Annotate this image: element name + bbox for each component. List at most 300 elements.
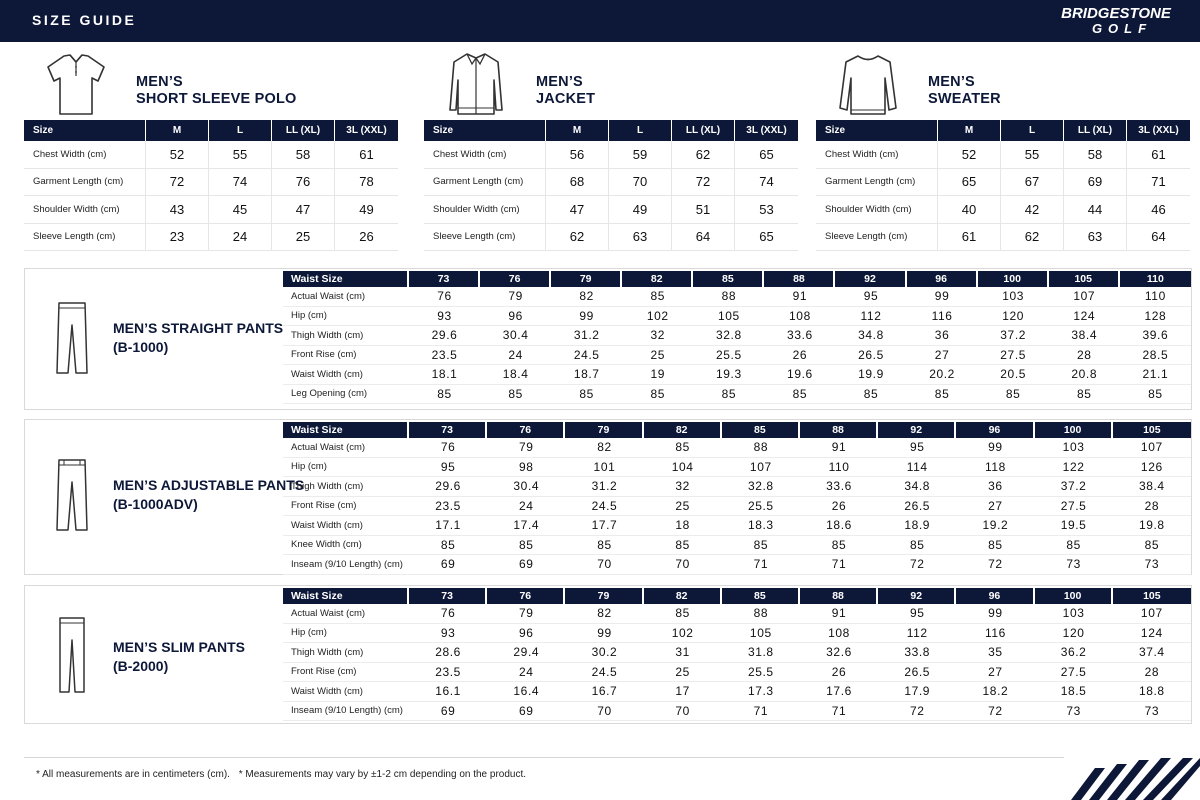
header-cell: Waist Size <box>283 271 409 287</box>
cell: 27.5 <box>1035 497 1113 517</box>
row-label: Thigh Width (cm) <box>283 326 409 346</box>
header-cell: 73 <box>409 271 480 287</box>
header-cell: 105 <box>1113 422 1191 438</box>
cell: 114 <box>878 458 956 478</box>
footer-divider <box>24 757 1064 758</box>
cell: 24 <box>487 663 565 683</box>
cell: 24 <box>209 224 272 252</box>
table-row <box>283 385 1191 405</box>
row-label: Hip (cm) <box>283 624 409 644</box>
size-table <box>424 120 798 251</box>
cell: 62 <box>1001 224 1064 252</box>
cell: 26.5 <box>878 497 956 517</box>
row-label: Actual Waist (cm) <box>283 287 409 307</box>
cell: 79 <box>487 604 565 624</box>
cell: 116 <box>907 307 978 327</box>
cell: 49 <box>609 196 672 224</box>
row-label: Sleeve Length (cm) <box>424 224 546 252</box>
cell: 19.6 <box>764 365 835 385</box>
cell: 85 <box>956 536 1034 556</box>
cell: 19.5 <box>1035 516 1113 536</box>
header-cell: L <box>209 120 272 141</box>
cell: 102 <box>622 307 693 327</box>
table-row <box>283 663 1191 683</box>
header-cell: 79 <box>565 422 643 438</box>
cell: 37.2 <box>1035 477 1113 497</box>
row-label: Waist Width (cm) <box>283 682 409 702</box>
cell: 18 <box>644 516 722 536</box>
header-cell: 105 <box>1113 588 1191 604</box>
cell: 85 <box>622 287 693 307</box>
cell: 82 <box>565 438 643 458</box>
cell: 27 <box>907 346 978 366</box>
table-row <box>424 169 798 197</box>
straight-pants-section <box>24 268 1192 410</box>
row-label: Shoulder Width (cm) <box>424 196 546 224</box>
cell: 112 <box>835 307 906 327</box>
header-cell: 100 <box>978 271 1049 287</box>
cell: 32.6 <box>800 643 878 663</box>
header-cell: 88 <box>800 422 878 438</box>
cell: 99 <box>565 624 643 644</box>
cell: 23.5 <box>409 346 480 366</box>
title-line1: MEN’S <box>536 74 583 90</box>
cell: 23.5 <box>409 663 487 683</box>
header-cell: 96 <box>956 422 1034 438</box>
cell: 37.4 <box>1113 643 1191 663</box>
cell: 18.4 <box>480 365 551 385</box>
cell: 99 <box>956 604 1034 624</box>
section-title <box>113 476 304 514</box>
cell: 17 <box>644 682 722 702</box>
header-cell: 82 <box>622 271 693 287</box>
pants-icon <box>53 299 91 377</box>
header-cell: 82 <box>644 588 722 604</box>
cell: 85 <box>835 385 906 405</box>
cell: 29.6 <box>409 477 487 497</box>
brand-name: BRIDGESTONE <box>1061 5 1171 22</box>
cell: 36 <box>956 477 1034 497</box>
cell: 76 <box>409 438 487 458</box>
cell: 110 <box>800 458 878 478</box>
cell: 95 <box>878 604 956 624</box>
size-table <box>24 120 398 251</box>
header-cell: LL (XL) <box>672 120 735 141</box>
cell: 88 <box>693 287 764 307</box>
row-label: Front Rise (cm) <box>283 497 409 517</box>
cell: 103 <box>978 287 1049 307</box>
cell: 72 <box>956 555 1034 575</box>
cell: 73 <box>1035 555 1113 575</box>
cell: 76 <box>409 287 480 307</box>
cell: 72 <box>672 169 735 197</box>
cell: 30.4 <box>480 326 551 346</box>
cell: 26.5 <box>835 346 906 366</box>
cell: 91 <box>800 438 878 458</box>
size-table <box>283 588 1191 721</box>
title-line2: SWEATER <box>928 91 1001 107</box>
table-row <box>283 497 1191 517</box>
cell: 19.2 <box>956 516 1034 536</box>
table-row <box>283 346 1191 366</box>
cell: 28.5 <box>1120 346 1191 366</box>
cell: 17.1 <box>409 516 487 536</box>
cell: 88 <box>722 604 800 624</box>
cell: 31 <box>644 643 722 663</box>
table-row <box>283 604 1191 624</box>
cell: 93 <box>409 624 487 644</box>
cell: 118 <box>956 458 1034 478</box>
row-label: Leg Opening (cm) <box>283 385 409 405</box>
title-line1: MEN’S ADJUSTABLE PANTS <box>113 477 305 493</box>
cell: 27.5 <box>1035 663 1113 683</box>
cell: 88 <box>722 438 800 458</box>
cell: 69 <box>409 555 487 575</box>
polo-section <box>24 50 398 260</box>
sweater-icon <box>832 50 904 120</box>
cell: 99 <box>907 287 978 307</box>
cell: 33.6 <box>764 326 835 346</box>
cell: 38.4 <box>1113 477 1191 497</box>
cell: 18.3 <box>722 516 800 536</box>
cell: 37.2 <box>978 326 1049 346</box>
cell: 31.2 <box>551 326 622 346</box>
jacket-icon <box>440 50 512 120</box>
cell: 24 <box>480 346 551 366</box>
cell: 28 <box>1113 497 1191 517</box>
cell: 73 <box>1035 702 1113 722</box>
header-cell: 76 <box>480 271 551 287</box>
row-label: Hip (cm) <box>283 458 409 478</box>
top-garments <box>0 50 1200 260</box>
header-cell: L <box>1001 120 1064 141</box>
brand-logo <box>1046 6 1186 36</box>
cell: 108 <box>800 624 878 644</box>
cell: 43 <box>146 196 209 224</box>
cell: 73 <box>1113 702 1191 722</box>
row-label: Actual Waist (cm) <box>283 438 409 458</box>
cell: 85 <box>1113 536 1191 556</box>
cell: 34.8 <box>835 326 906 346</box>
row-label: Front Rise (cm) <box>283 346 409 366</box>
cell: 69 <box>487 702 565 722</box>
cell: 122 <box>1035 458 1113 478</box>
cell: 103 <box>1035 438 1113 458</box>
section-title <box>928 74 1001 108</box>
header-cell: 3L (XXL) <box>335 120 398 141</box>
cell: 85 <box>644 438 722 458</box>
cell: 72 <box>956 702 1034 722</box>
table-row <box>283 287 1191 307</box>
cell: 26 <box>800 497 878 517</box>
cell: 85 <box>622 385 693 405</box>
cell: 24 <box>487 497 565 517</box>
page-title: SIZE GUIDE <box>32 12 137 28</box>
table-row <box>283 516 1191 536</box>
cell: 33.8 <box>878 643 956 663</box>
cell: 61 <box>1127 141 1190 169</box>
cell: 72 <box>878 555 956 575</box>
cell: 47 <box>546 196 609 224</box>
table-row <box>283 326 1191 346</box>
cell: 58 <box>1064 141 1127 169</box>
header-cell: 85 <box>693 271 764 287</box>
cell: 61 <box>938 224 1001 252</box>
header-cell: Size <box>816 120 938 141</box>
slim-pants-section <box>24 585 1192 724</box>
header-bar <box>0 0 1200 42</box>
cell: 85 <box>722 536 800 556</box>
cell: 73 <box>1113 555 1191 575</box>
header-cell: 92 <box>878 422 956 438</box>
cell: 95 <box>409 458 487 478</box>
cell: 26.5 <box>878 663 956 683</box>
cell: 17.9 <box>878 682 956 702</box>
table-row <box>424 141 798 169</box>
cell: 74 <box>209 169 272 197</box>
cell: 52 <box>146 141 209 169</box>
header-cell: 73 <box>409 422 487 438</box>
cell: 85 <box>480 385 551 405</box>
cell: 71 <box>800 555 878 575</box>
table-header-row <box>24 120 398 141</box>
cell: 47 <box>272 196 335 224</box>
table-row <box>283 702 1191 722</box>
row-label: Front Rise (cm) <box>283 663 409 683</box>
table-row <box>283 682 1191 702</box>
cell: 72 <box>146 169 209 197</box>
title-line1: MEN’S <box>136 74 183 90</box>
cell: 85 <box>409 385 480 405</box>
header-cell: M <box>546 120 609 141</box>
cell: 120 <box>1035 624 1113 644</box>
cell: 126 <box>1113 458 1191 478</box>
cell: 65 <box>938 169 1001 197</box>
cell: 74 <box>735 169 798 197</box>
table-row <box>283 555 1191 575</box>
note-units: * All measurements are in centimeters (cm). <box>36 769 230 780</box>
cell: 79 <box>487 438 565 458</box>
title-line2: (B-2000) <box>113 658 169 674</box>
table-row <box>816 196 1190 224</box>
cell: 70 <box>644 702 722 722</box>
cell: 107 <box>722 458 800 478</box>
cell: 44 <box>1064 196 1127 224</box>
cell: 28 <box>1049 346 1120 366</box>
cell: 56 <box>546 141 609 169</box>
cell: 82 <box>565 604 643 624</box>
cell: 104 <box>644 458 722 478</box>
cell: 25.5 <box>693 346 764 366</box>
header-cell: Waist Size <box>283 422 409 438</box>
header-cell: 100 <box>1035 588 1113 604</box>
cell: 25.5 <box>722 663 800 683</box>
cell: 27 <box>956 663 1034 683</box>
cell: 85 <box>907 385 978 405</box>
cell: 85 <box>551 385 622 405</box>
row-label: Chest Width (cm) <box>816 141 938 169</box>
header-cell: LL (XL) <box>1064 120 1127 141</box>
cell: 17.3 <box>722 682 800 702</box>
cell: 35 <box>956 643 1034 663</box>
table-row <box>283 536 1191 556</box>
table-row <box>24 141 398 169</box>
row-label: Garment Length (cm) <box>24 169 146 197</box>
section-title <box>536 74 595 108</box>
row-label: Garment Length (cm) <box>424 169 546 197</box>
header-cell: 88 <box>800 588 878 604</box>
cell: 55 <box>1001 141 1064 169</box>
cell: 110 <box>1120 287 1191 307</box>
table-row <box>424 224 798 252</box>
cell: 70 <box>609 169 672 197</box>
cell: 61 <box>335 141 398 169</box>
cell: 124 <box>1113 624 1191 644</box>
cell: 32.8 <box>693 326 764 346</box>
cell: 42 <box>1001 196 1064 224</box>
cell: 124 <box>1049 307 1120 327</box>
table-row <box>283 438 1191 458</box>
header-cell: Size <box>24 120 146 141</box>
cell: 76 <box>409 604 487 624</box>
cell: 120 <box>978 307 1049 327</box>
cell: 18.2 <box>956 682 1034 702</box>
cell: 71 <box>1127 169 1190 197</box>
cell: 105 <box>693 307 764 327</box>
cell: 70 <box>644 555 722 575</box>
cell: 96 <box>480 307 551 327</box>
cell: 116 <box>956 624 1034 644</box>
table-row <box>283 458 1191 478</box>
cell: 25.5 <box>722 497 800 517</box>
cell: 24.5 <box>551 346 622 366</box>
table-row <box>24 224 398 252</box>
cell: 107 <box>1113 604 1191 624</box>
row-label: Waist Width (cm) <box>283 516 409 536</box>
cell: 40 <box>938 196 1001 224</box>
cell: 85 <box>764 385 835 405</box>
header-cell: 82 <box>644 422 722 438</box>
cell: 98 <box>487 458 565 478</box>
cell: 91 <box>800 604 878 624</box>
cell: 63 <box>609 224 672 252</box>
cell: 62 <box>672 141 735 169</box>
cell: 39.6 <box>1120 326 1191 346</box>
cell: 69 <box>1064 169 1127 197</box>
cell: 18.8 <box>1113 682 1191 702</box>
adjustable-pants-section <box>24 419 1192 575</box>
cell: 49 <box>335 196 398 224</box>
cell: 78 <box>335 169 398 197</box>
table-header-row <box>283 588 1191 604</box>
cell: 52 <box>938 141 1001 169</box>
row-label: Chest Width (cm) <box>424 141 546 169</box>
row-label: Thigh Width (cm) <box>283 643 409 663</box>
header-cell: LL (XL) <box>272 120 335 141</box>
cell: 85 <box>1120 385 1191 405</box>
cell: 85 <box>800 536 878 556</box>
table-row <box>24 196 398 224</box>
title-line2: (B-1000) <box>113 339 169 355</box>
cell: 55 <box>209 141 272 169</box>
cell: 18.1 <box>409 365 480 385</box>
cell: 18.9 <box>878 516 956 536</box>
row-label: Thigh Width (cm) <box>283 477 409 497</box>
cell: 26 <box>800 663 878 683</box>
cell: 18.7 <box>551 365 622 385</box>
header-cell: 92 <box>835 271 906 287</box>
cell: 85 <box>409 536 487 556</box>
table-header-row <box>816 120 1190 141</box>
header-cell: Size <box>424 120 546 141</box>
header-cell: M <box>938 120 1001 141</box>
cell: 32 <box>644 477 722 497</box>
cell: 65 <box>735 141 798 169</box>
cell: 28.6 <box>409 643 487 663</box>
cell: 29.4 <box>487 643 565 663</box>
cell: 25 <box>272 224 335 252</box>
title-line2: (B-1000ADV) <box>113 496 198 512</box>
header-cell: 79 <box>551 271 622 287</box>
cell: 23 <box>146 224 209 252</box>
cell: 69 <box>487 555 565 575</box>
cell: 46 <box>1127 196 1190 224</box>
cell: 72 <box>878 702 956 722</box>
header-cell: Waist Size <box>283 588 409 604</box>
footer-note <box>36 769 526 780</box>
row-label: Inseam (9/10 Length) (cm) <box>283 555 409 575</box>
title-line1: MEN’S <box>928 74 975 90</box>
decorative-stripes <box>1065 758 1200 800</box>
jacket-section <box>424 50 798 260</box>
cell: 85 <box>878 536 956 556</box>
cell: 51 <box>672 196 735 224</box>
row-label: Shoulder Width (cm) <box>816 196 938 224</box>
cell: 93 <box>409 307 480 327</box>
row-label: Garment Length (cm) <box>816 169 938 197</box>
row-label: Actual Waist (cm) <box>283 604 409 624</box>
cell: 70 <box>565 555 643 575</box>
cell: 31.2 <box>565 477 643 497</box>
cell: 107 <box>1113 438 1191 458</box>
header-cell: 79 <box>565 588 643 604</box>
row-label: Chest Width (cm) <box>24 141 146 169</box>
cell: 79 <box>480 287 551 307</box>
cell: 101 <box>565 458 643 478</box>
cell: 32 <box>622 326 693 346</box>
header-cell: L <box>609 120 672 141</box>
cell: 99 <box>956 438 1034 458</box>
cell: 17.4 <box>487 516 565 536</box>
cell: 27.5 <box>978 346 1049 366</box>
header-cell: 105 <box>1049 271 1120 287</box>
row-label: Shoulder Width (cm) <box>24 196 146 224</box>
cell: 45 <box>209 196 272 224</box>
cell: 16.7 <box>565 682 643 702</box>
cell: 19.8 <box>1113 516 1191 536</box>
cell: 34.8 <box>878 477 956 497</box>
cell: 16.1 <box>409 682 487 702</box>
cell: 85 <box>644 604 722 624</box>
section-title <box>113 638 245 676</box>
header-cell: 92 <box>878 588 956 604</box>
cell: 33.6 <box>800 477 878 497</box>
cell: 20.2 <box>907 365 978 385</box>
title-line2: SHORT SLEEVE POLO <box>136 91 297 107</box>
cell: 64 <box>672 224 735 252</box>
cell: 69 <box>409 702 487 722</box>
header-cell: 85 <box>722 588 800 604</box>
